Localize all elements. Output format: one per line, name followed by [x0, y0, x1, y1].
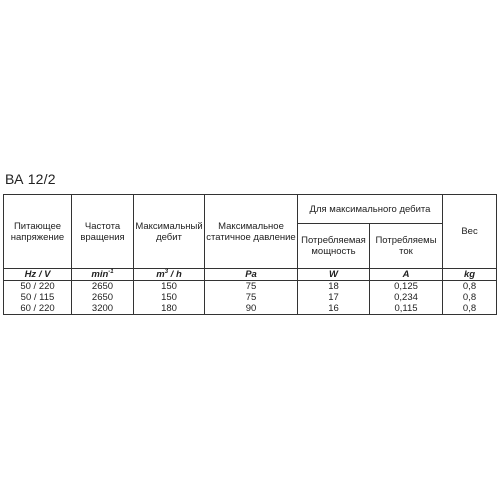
unit-speed: [72, 269, 134, 281]
unit-flow-suffix: / h: [170, 269, 182, 280]
header-supply-voltage: Питающее напряжение: [4, 195, 72, 269]
cell-power: 18: [298, 281, 370, 293]
spec-table: [3, 194, 497, 315]
unit-speed-exponent: -1: [108, 269, 114, 275]
cell-speed: 2650: [72, 281, 134, 293]
unit-power: W: [298, 269, 370, 281]
cell-current: 0,125: [370, 281, 443, 293]
header-weight: Вес: [443, 195, 497, 269]
table-row: [4, 292, 497, 303]
cell-flow: 180: [134, 303, 205, 315]
cell-pressure: 75: [205, 281, 298, 293]
cell-pressure: 75: [205, 292, 298, 303]
unit-voltage: Hz / V: [4, 269, 72, 281]
cell-voltage: 60 / 220: [4, 303, 72, 315]
cell-speed: 3200: [72, 303, 134, 315]
unit-pressure: Pa: [205, 269, 298, 281]
cell-weight: 0,8: [443, 292, 497, 303]
cell-flow: 150: [134, 281, 205, 293]
unit-weight: kg: [443, 269, 497, 281]
cell-voltage: 50 / 220: [4, 281, 72, 293]
header-at-max-flow: Для максимального дебита: [298, 195, 443, 224]
header-max-static-pressure: Максимальное статичное давление: [205, 195, 298, 269]
cell-flow: 150: [134, 292, 205, 303]
header-max-flow: Максимальный дебит: [134, 195, 205, 269]
unit-current: A: [370, 269, 443, 281]
unit-flow-base: m: [156, 269, 165, 280]
cell-pressure: 90: [205, 303, 298, 315]
table-row: [4, 303, 497, 315]
cell-speed: 2650: [72, 292, 134, 303]
header-current-consumption: Потребляемы ток: [370, 224, 443, 269]
cell-current: 0,115: [370, 303, 443, 315]
header-rotation-speed: Частота вращения: [72, 195, 134, 269]
cell-weight: 0,8: [443, 303, 497, 315]
table-row: [4, 281, 497, 293]
cell-power: 16: [298, 303, 370, 315]
header-power-consumption: Потребляемая мощность: [298, 224, 370, 269]
cell-power: 17: [298, 292, 370, 303]
unit-flow-exponent: 3: [164, 269, 169, 275]
cell-weight: 0,8: [443, 281, 497, 293]
cell-current: 0,234: [370, 292, 443, 303]
unit-flow: [134, 269, 205, 281]
page-title: ВА 12/2: [5, 171, 56, 187]
unit-speed-base: min: [91, 269, 109, 280]
cell-voltage: 50 / 115: [4, 292, 72, 303]
